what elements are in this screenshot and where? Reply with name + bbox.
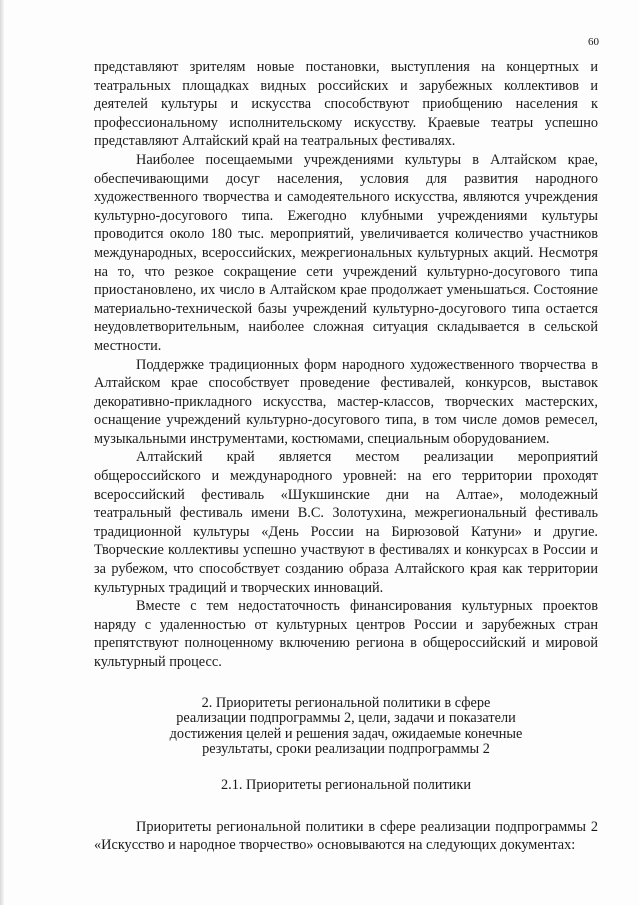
scan-edge	[0, 0, 4, 905]
section-heading-line: достижения целей и решения задач, ожидаемые конечные	[169, 725, 523, 742]
paragraph-priorities: Приоритеты региональной политики в сфере реализации подпрограммы 2 «Искусство и народное творчество» основываются на следующих документах:	[94, 818, 598, 854]
document-body	[94, 58, 598, 855]
page-number: 60	[588, 36, 599, 48]
paragraph-festivals: Алтайский край является местом реализации мероприятий общероссийского и международного уровней: на его территории проходят всероссийский фестиваль «Шукшинские дни на Алтае», молодежный театральный фестиваль имени В.С. Золотухина, межрегиональный фестиваль традиционной культуры «День России на Бирюзовой Катуни» и другие. Творческие коллективы успешно участвуют в фестивалях и конкурсах в России и за рубежом, что способствует созданию образа Алтайского края как территории культурных традиций и творческих инноваций.	[94, 449, 598, 596]
paragraph-continuation: представляют зрителям новые постановки, выступления на концертных и театральных площадках видных российских и зарубежных коллективов и деятелей культуры и искусства способствуют приобщению населения к профессиональному исполнительскому искусству. Краевые театры успешно представляют Алтайский край на театральных фестивалях.	[94, 59, 598, 150]
spacer	[94, 758, 598, 778]
section-heading	[94, 696, 598, 758]
spacer	[94, 794, 598, 818]
section-heading-line: 2. Приоритеты региональной политики в сфере	[201, 694, 491, 711]
spacer	[94, 672, 598, 696]
subsection-heading: 2.1. Приоритеты региональной политики	[221, 776, 471, 793]
paragraph-cultural-institutions: Наиболее посещаемыми учреждениями культуры в Алтайском крае, обеспечивающими досуг населения, условия для развития народного художественного творчества и самодеятельного искусства, являются учреждения культурно-досугового типа. Ежегодно клубными учреждениями культуры проводится около 180 тыс. мероприятий, увеличивается количество участников международных, всероссийских, межрегиональных культурных акций. Несмотря на то, что резкое сокращение сети учреждений культурно-досугового типа приостановлено, их число в Алтайском крае продолжает уменьшаться. Состояние материально-технической базы учреждений культурно-досугового типа остается неудовлетворительным, наиболее сложная ситуация складывается в сельской местности.	[94, 151, 598, 354]
section-heading-line: результаты, сроки реализации подпрограммы 2	[202, 741, 490, 758]
paragraph-folk-art-support: Поддержке традиционных форм народного художественного творчества в Алтайском крае способствует проведение фестивалей, конкурсов, выставок декоративно-прикладного искусства, мастер-классов, творческих мастерских, оснащение учреждений культурно-досугового типа, в том числе домов ремесел, музыкальными инструментами, костюмами, специальным оборудованием.	[94, 356, 598, 447]
section-heading-line: реализации подпрограммы 2, цели, задачи и показатели	[176, 710, 516, 727]
paragraph-funding-shortage: Вместе с тем недостаточность финансирования культурных проектов наряду с удаленностью от культурных центров России и зарубежных стран препятствуют полноценному включению региона в общероссийский и мировой культурный процесс.	[94, 598, 598, 670]
